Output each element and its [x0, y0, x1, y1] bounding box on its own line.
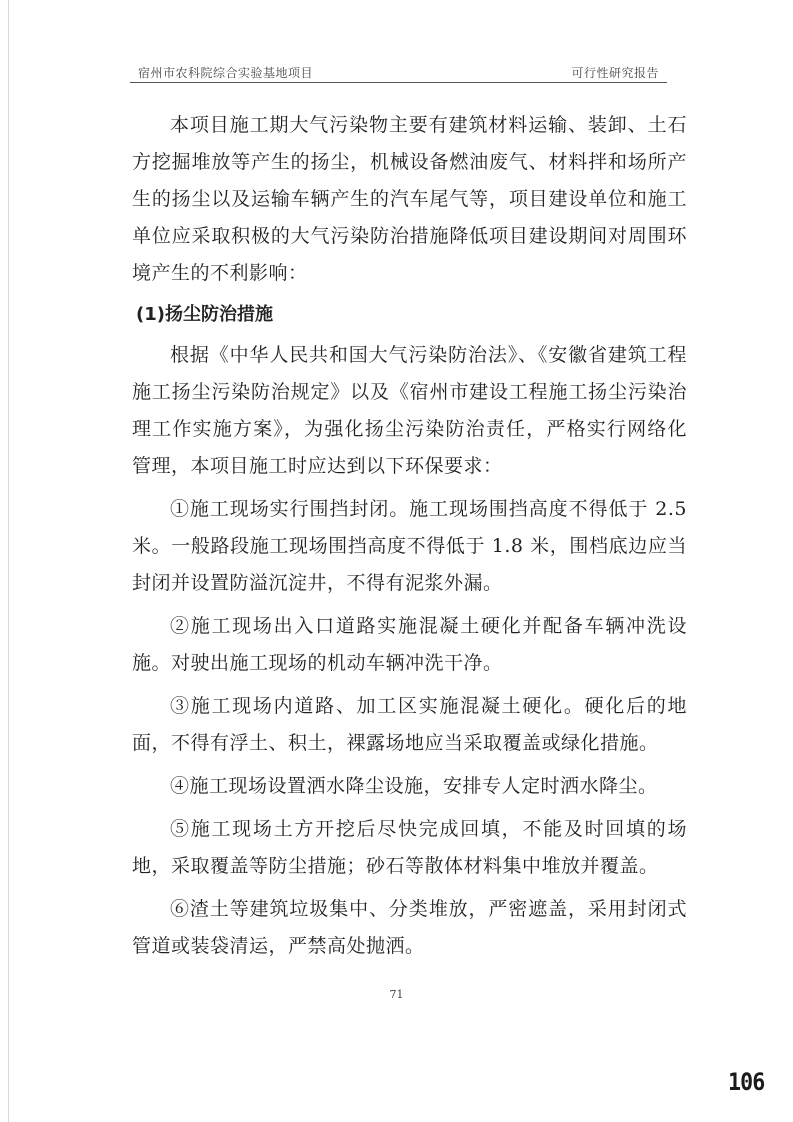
section-intro-paragraph: 根据《中华人民共和国大气污染防治法》、《安徽省建筑工程施工扬尘污染防治规定》以及《宿州市建设工程施工扬尘污染治理工作实施方案》，为强化扬尘污染防治责任，严格实行网络化管理，本项目施工时应达到以下环保要求：: [132, 344, 687, 477]
requirement-item-1: ①施工现场实行围挡封闭。施工现场围挡高度不得低于 2.5 米。一般路段施工现场围挡高度不得低于 1.8 米，围档底边应当封闭并设置防溢沉淀井，不得有泥浆外漏。: [132, 498, 687, 594]
page-number: 71: [389, 988, 404, 1001]
section-heading: (1)扬尘防治措施: [136, 304, 273, 325]
requirement-item-6: ⑥渣土等建筑垃圾集中、分类堆放，严密遮盖，采用封闭式管道或装袋清运，严禁高处抛洒。: [132, 898, 687, 957]
intro-paragraph: 本项目施工期大气污染物主要有建筑材料运输、装卸、土石方挖掘堆放等产生的扬尘，机械设备燃油废气、材料拌和场所产生的扬尘以及运输车辆产生的汽车尾气等，项目建设单位和施工单位应采取积极的大气污染防治措施降低项目建设期间对周围环境产生的不利影响：: [132, 114, 687, 284]
document-body: [132, 107, 687, 965]
page-edge-line: [8, 0, 9, 1122]
requirement-item-4: ④施工现场设置洒水降尘设施，安排专人定时洒水降尘。: [170, 775, 658, 797]
stamped-page-number: 106: [728, 1068, 765, 1096]
requirement-item-2: ②施工现场出入口道路实施混凝土硬化并配备车辆冲洗设施。对驶出施工现场的机动车辆冲洗干净。: [132, 615, 687, 674]
requirement-item-3: ③施工现场内道路、加工区实施混凝土硬化。硬化后的地面，不得有浮土、积土，裸露场地应当采取覆盖或绿化措施。: [132, 695, 687, 754]
header-report-type: 可行性研究报告: [571, 66, 659, 80]
requirement-item-5: ⑤施工现场土方开挖后尽快完成回填，不能及时回填的场地，采取覆盖等防尘措施；砂石等散体材料集中堆放并覆盖。: [132, 818, 687, 877]
header-project-name: 宿州市农科院综合实验基地项目: [138, 66, 314, 80]
page-header: [130, 60, 667, 83]
